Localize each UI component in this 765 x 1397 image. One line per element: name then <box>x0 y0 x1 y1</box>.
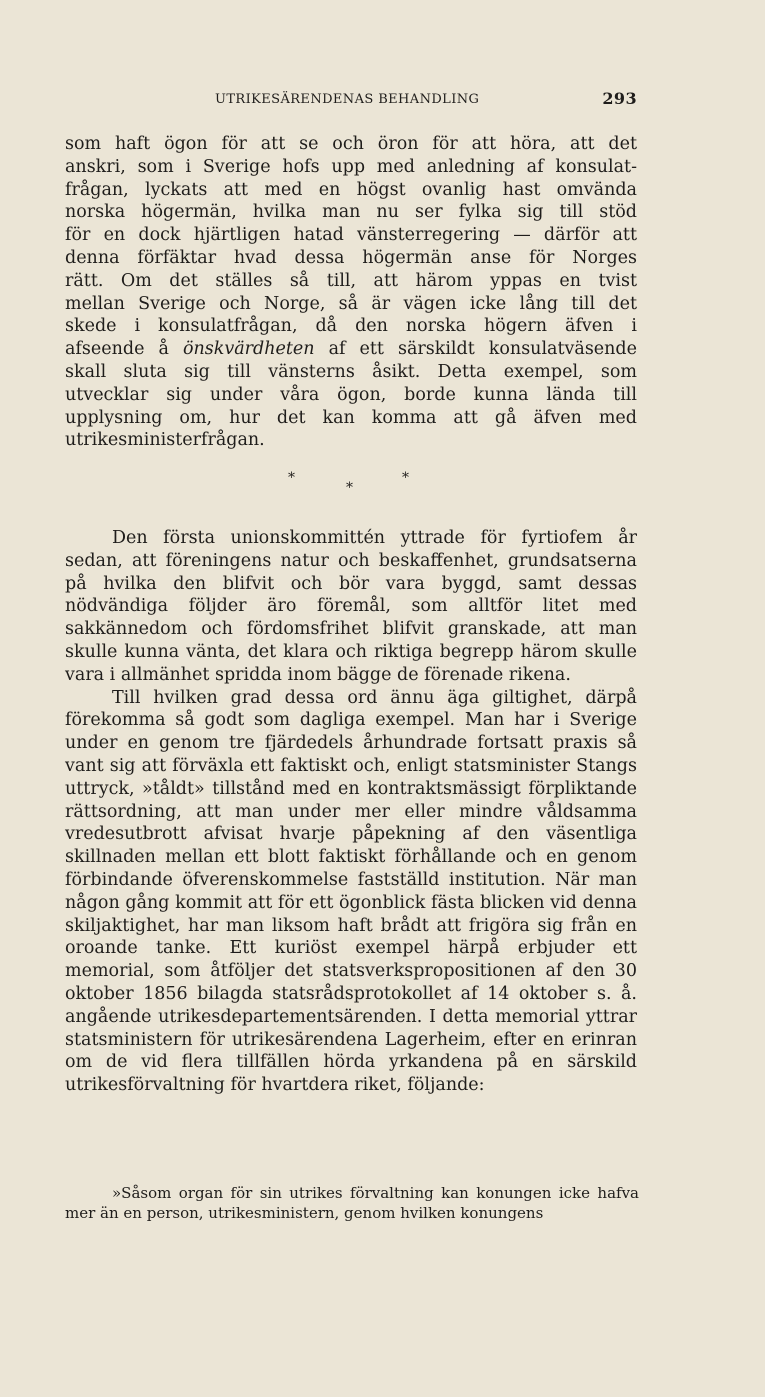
text-line: utvecklar sig under våra ögon, borde kunna lända till <box>65 384 637 405</box>
text-line: frågan, lyckats att med en högst ovanlig hast omvända <box>65 179 637 200</box>
separator-star: * <box>288 470 295 486</box>
separator-star: * <box>346 480 353 496</box>
body-text <box>65 527 637 1097</box>
text-fragment: afseende å <box>65 339 183 360</box>
section-separator <box>288 470 418 500</box>
quote-text: »Såsom organ för sin utrikes förvaltning kan konungen icke hafva mer än en person, utrikesministern, genom hvilken konungens <box>65 1184 639 1222</box>
text-line <box>65 338 637 361</box>
text-line: som haft ögon för att se och öron för att höra, att det <box>65 134 637 154</box>
text-line: skall sluta sig till vänsterns åsikt. Detta exempel, som <box>65 361 637 382</box>
running-title: UTRIKESÄRENDENAS BEHANDLING <box>215 92 480 107</box>
text-line: upplysning om, hur det kan komma att gå äfven med <box>65 407 637 428</box>
block-quote <box>65 1183 639 1223</box>
text-line: utrikesministerfrågan. <box>65 430 265 451</box>
text-line: denna förfäktar hvad dessa högermän anse för Norges <box>65 247 637 268</box>
separator-star: * <box>402 470 409 486</box>
paragraph-2: Den första unionskommittén yttrade för fyrtiofem år sedan, att föreningens natur och beskaffenhet, grundsatserna på hvilka den blifvit och bör vara byggd, samt dessas nödvändiga följder äro föremål, som alltför litet med sakkännedom och fördomsfrihet blifvit granskade, att man skulle kunna vänta, det klara och riktiga begrepp härom skulle vara i allmänhet spridda inom bägge de förenade rikena. <box>65 528 637 685</box>
text-line: norska högermän, hvilka man nu ser fylka sig till stöd <box>65 202 637 223</box>
page-number: 293 <box>602 89 637 108</box>
text-line: rätt. Om det ställes så till, att härom yppas en tvist <box>65 270 637 291</box>
emphasized-word: önskvärdheten <box>182 339 315 360</box>
text-line: mellan Sverige och Norge, så är vägen icke lång till det <box>65 293 637 314</box>
page-header <box>65 89 637 112</box>
paragraph-3: Till hvilken grad dessa ord ännu äga giltighet, därpå förekomma så godt som dagliga exempel. Man har i Sverige under en genom tre fjärdedels århundrade fortsatt praxis så vant sig att förväxla ett faktiskt och, enligt statsminister Stangs uttryck, »tåldt» tillstånd med en kontraktsmässigt förpliktande rättsordning, att man under mer eller mindre våldsamma vredesutbrott afvisat hvarje påpekning af den väsentliga skillnaden mellan ett blott faktiskt förhållande och en genom förbindande öfverenskommelse fastställd institution. När man någon gång kommit att för ett ögonblick fästa blicken vid denna skiljaktighet, har man liksom haft brådt att frigöra sig från en oroande tanke. Ett kuriöst exempel härpå erbjuder ett memorial, som åtföljer det statsverkspropositionen af den 30 oktober 1856 bilagda statsrådsprotokollet af 14 oktober s. å. angående utrikesdepartementsärenden. I detta memorial yttrar statsministern för utrikesärendena Lagerheim, efter en erinran om de vid flera tillfällen hörda yrkandena på en särskild utrikesförvaltning för hvartdera riket, följande: <box>65 687 637 1096</box>
text-line: för en dock hjärtligen hatad vänsterregering — därför att <box>65 225 637 246</box>
text-line: skede i konsulatfrågan, då den norska högern äfven i <box>65 316 637 337</box>
paragraph-1 <box>65 133 637 452</box>
text-fragment: af ett särskildt konsulatväsende <box>328 339 637 360</box>
text-line: anskri, som i Sverige hofs upp med anledning af konsulat- <box>65 156 637 177</box>
